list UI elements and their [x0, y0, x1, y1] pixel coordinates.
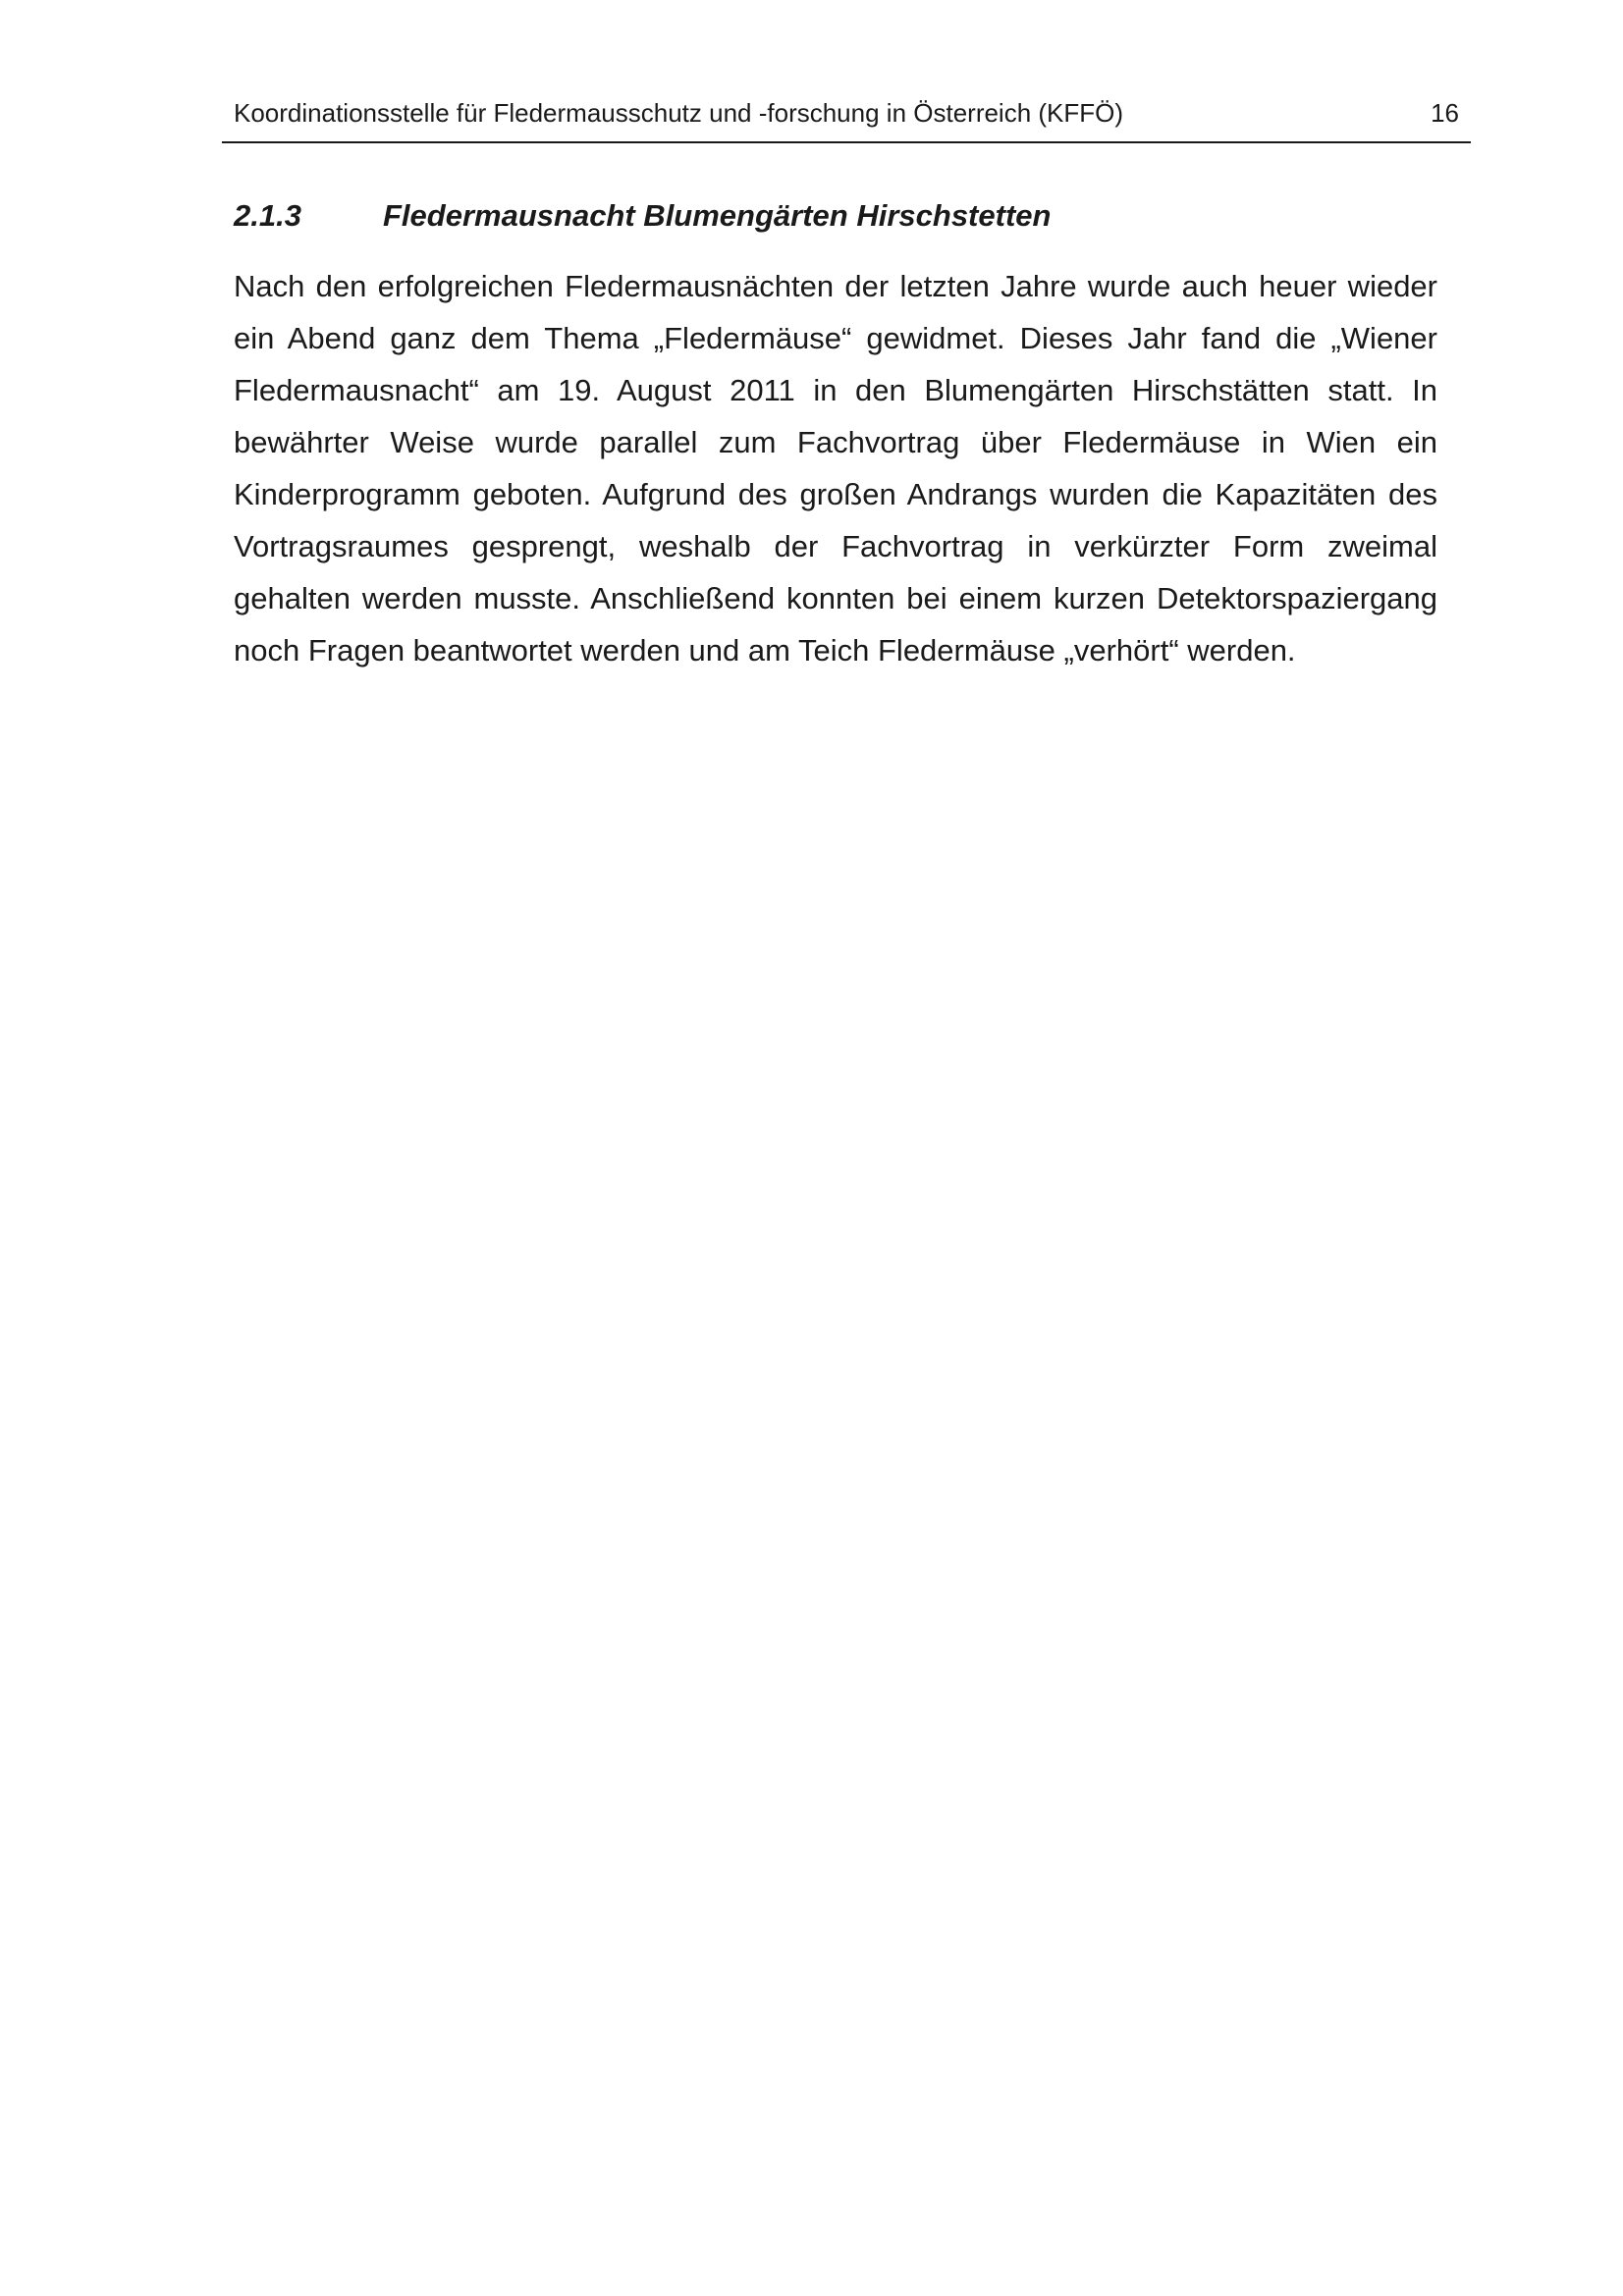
header-title: Koordinationsstelle für Fledermausschutz und -forschung in Österreich (KFFÖ) — [234, 98, 1124, 128]
section-title: Fledermausnacht Blumengärten Hirschstetten — [383, 198, 1052, 233]
section-heading — [234, 196, 1441, 236]
page-header — [222, 92, 1471, 143]
body-paragraph: Nach den erfolgreichen Fledermausnächten der letzten Jahre wurde auch heuer wieder ein Abend ganz dem Thema „Fledermäuse“ gewidmet. Dieses Jahr fand die „Wiener Fledermausnacht“ am 19. August 2011 in den Blumengärten Hirschstätten statt. In bewährter Weise wurde parallel zum Fachvortrag über Fledermäuse in Wien ein Kinderprogramm geboten. Aufgrund des großen Andrangs wurden die Kapazitäten des Vortragsraumes gesprengt, weshalb der Fachvortrag in verkürzter Form zweimal gehalten werden musste. Anschließend konnten bei einem kurzen Detektorspaziergang noch Fragen beantwortet werden und am Teich Fledermäuse „verhört“ werden. — [234, 269, 1437, 667]
section-number: 2.1.3 — [234, 198, 301, 233]
page-number: 16 — [1431, 98, 1459, 128]
